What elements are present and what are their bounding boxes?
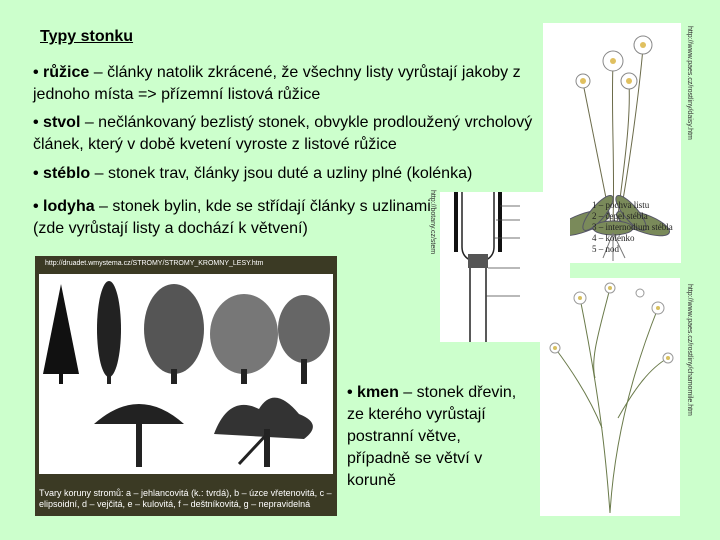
stem-legend	[592, 200, 673, 255]
item-kmen: • kmen – stonek dřevin, ze kterého vyrůstají postranní větve, případně se větví v koruně	[347, 384, 517, 489]
item-term: stéblo	[43, 165, 91, 182]
stem-legend-item: 4 – kolénko	[592, 233, 635, 243]
daisy-url: http://www.paes.cz/rostliny/daisy.htm	[686, 26, 693, 140]
item-text: – stonek trav, články jsou duté a uzliny plné (kolénka)	[90, 165, 473, 182]
trees-illustration	[39, 274, 333, 474]
item-term: kmen	[357, 384, 399, 401]
page-title: Typy stonku	[40, 28, 134, 45]
stem-legend-item: 2 – čepel stébla	[592, 211, 648, 221]
item-text: – články natolik zkrácené, že všechny listy vyrůstají jakoby z jednoho místa => přízemní listová růžice	[33, 64, 521, 103]
item-ruzice: • růžice – články natolik zkrácené, že všechny listy vyrůstají jakoby z jednoho místa => přízemní listová růžice	[33, 64, 521, 103]
item-text: – nečlánkovaný bezlistý stonek, obvykle prodloužený vrcholový článek, který v době kvetení vyroste z listové růžice	[33, 114, 533, 153]
item-term: stvol	[43, 114, 81, 131]
trees-caption: Tvary koruny stromů: a – jehlancovitá (k.: tvrdá), b – úzce vřetenovitá, c – elipsoidní, d – vejčitá, e – kulovitá, f – deštníkovitá, g – nepravidelná	[39, 488, 332, 509]
item-term: růžice	[43, 64, 90, 81]
item-stvol: • stvol – nečlánkovaný bezlistý stonek, obvykle prodloužený vrcholový článek, který v době kvetení vyroste z listové růžice	[33, 114, 533, 153]
chamomile-illustration	[540, 278, 680, 516]
item-lodyha: • lodyha – stonek bylin, kde se střídají články s uzlinami (zde vyrůstají listy a dochází k větvení)	[33, 198, 431, 237]
stem-legend-item: 3 – internodium stébla	[592, 222, 673, 232]
trees-image	[35, 256, 337, 516]
trees-url: http://druadet.wmystema.cz/STROMY/STROMY_KROMNY_LESY.htm	[45, 260, 264, 267]
stem-legend-item: 5 – nod	[592, 244, 619, 254]
stem-url: http://botany.cz/stem	[429, 190, 436, 255]
item-text: – stonek dřevin, ze kterého vyrůstají postranní větve, případně se větví v koruně	[347, 384, 517, 489]
chamomile-url: http://www.paes.cz/rostliny/chamomile.htm	[686, 284, 693, 416]
item-text: – stonek bylin, kde se střídají články s uzlinami (zde vyrůstají listy a dochází k větvení)	[33, 198, 431, 237]
chamomile-image	[540, 278, 680, 516]
item-term: lodyha	[43, 198, 95, 215]
item-steblo: • stéblo – stonek trav, články jsou duté a uzliny plné (kolénka)	[33, 165, 473, 182]
stem-legend-item: 1 – pochva listu	[592, 200, 650, 210]
